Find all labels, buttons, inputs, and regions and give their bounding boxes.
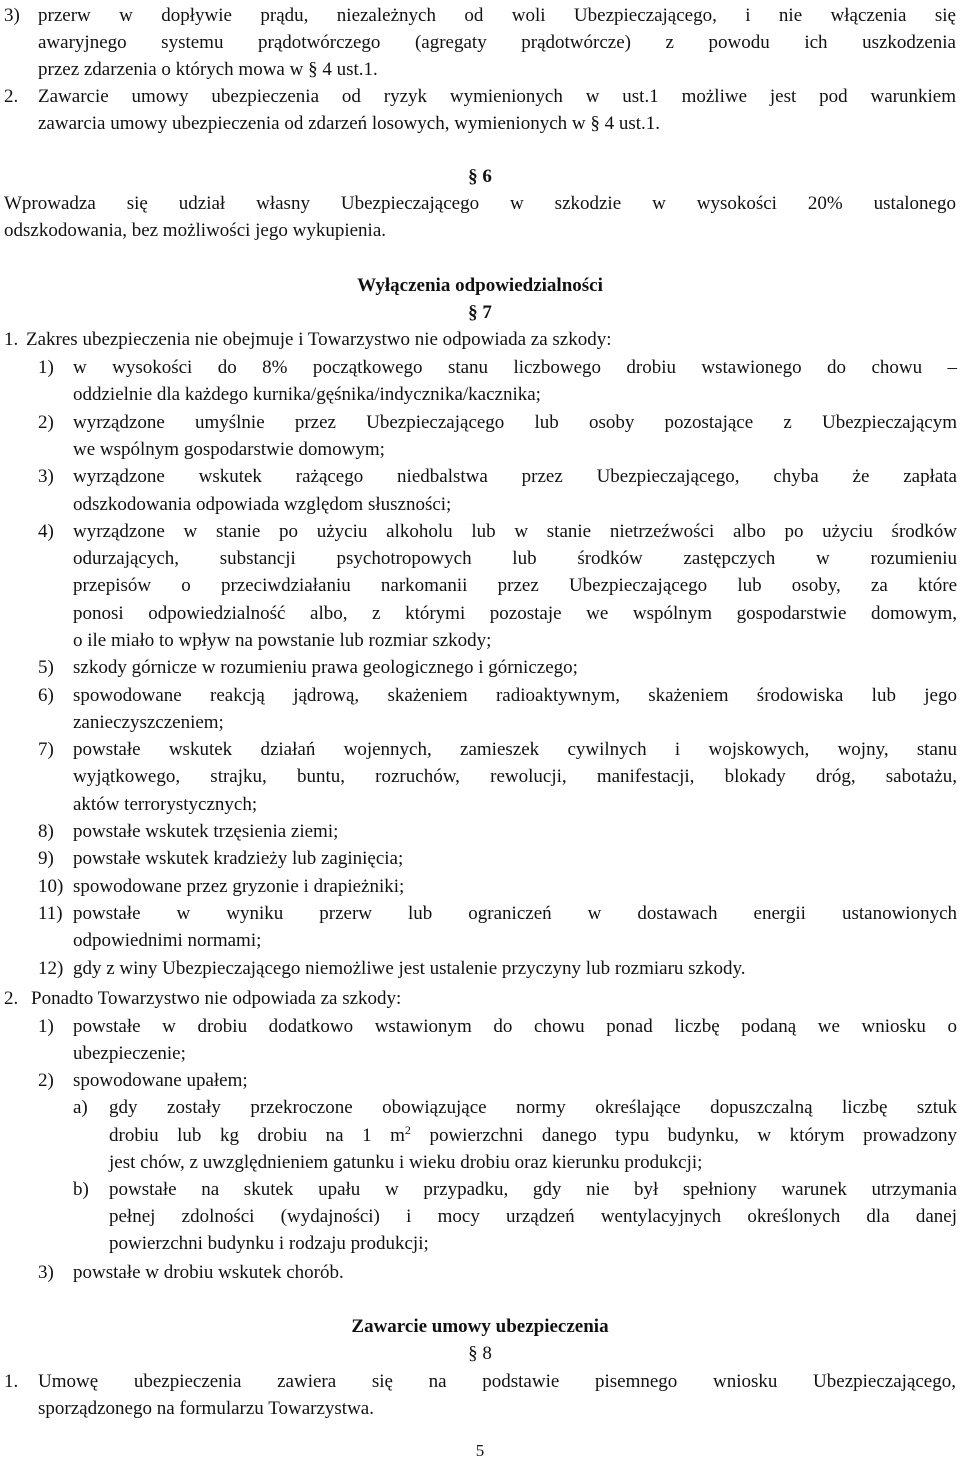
paragraph-line: pełnej zdolności (wydajności) i mocy urządzeń wentylacyjnych określonych dla danej [109, 1206, 957, 1227]
list-number: 3) [38, 1262, 54, 1283]
paragraph-line: powstałe w drobiu dodatkowo wstawionym do chowu ponad liczbę podaną we wniosku o [73, 1016, 957, 1037]
paragraph-line: powstałe w drobiu wskutek chorób. [73, 1262, 344, 1283]
list-item-line: odpowiednimi normami; [73, 930, 262, 951]
list-number: 8) [38, 821, 54, 842]
list-number: 1) [38, 357, 54, 378]
list-item-line: we wspólnym gospodarstwie domowym; [73, 439, 385, 460]
list-item-line: powstałe w wyniku przerw lub ograniczeń w dostawach energii ustanowionych [73, 903, 957, 924]
list-number: 3) [4, 5, 20, 26]
list-number: 2) [38, 1070, 54, 1091]
text-fragment: drobiu lub kg drobiu na 1 m [109, 1125, 405, 1146]
paragraph-line: ubezpieczenie; [73, 1043, 186, 1064]
list-item-line: przepisów o przeciwdziałaniu narkomanii przez Ubezpieczającego lub osoby, za które [73, 575, 957, 596]
paragraph-line: Ponadto Towarzystwo nie odpowiada za szkody: [31, 988, 402, 1009]
paragraph-line: przerw w dopływie prądu, niezależnych od woli Ubezpieczającego, i nie włączenia się [38, 5, 956, 26]
list-item-line: o ile miało to wpływ na powstanie lub rozmiar szkody; [73, 630, 492, 651]
list-item-line: zanieczyszczeniem; [73, 712, 224, 733]
page-number: 5 [475, 1441, 485, 1460]
list-item-line: w wysokości do 8% początkowego stanu liczbowego drobiu wstawionego do chowu – [73, 357, 957, 378]
list-number: 3) [38, 466, 54, 487]
list-item-line: wyrządzone w stanie po użyciu alkoholu lub w stanie nietrzeźwości albo po użyciu środków [73, 521, 957, 542]
list-item-line: powstałe wskutek działań wojennych, zamieszek cywilnych i wojskowych, wojny, stanu [73, 739, 957, 760]
paragraph-line: spowodowane upałem; [73, 1070, 248, 1091]
list-item-line: wyjątkowego, strajku, buntu, rozruchów, rewolucji, manifestacji, blokady dróg, sabotażu, [73, 766, 957, 787]
list-number: 10) [38, 876, 64, 897]
paragraph-line: sporządzonego na formularzu Towarzystwa. [38, 1398, 374, 1419]
list-item-line: aktów terrorystycznych; [73, 794, 258, 815]
list-item-line: wyrządzone umyślnie przez Ubezpieczającego lub osoby pozostające z Ubezpieczającym [73, 412, 957, 433]
section-title: Zawarcie umowy ubezpieczenia [351, 1316, 609, 1337]
paragraph-line: zawarcia umowy ubezpieczenia od zdarzeń losowych, wymienionych w § 4 ust.1. [38, 113, 661, 134]
paragraph-line: powierzchni budynku i rodzaju produkcji; [109, 1233, 429, 1254]
list-number: 1. [4, 329, 19, 350]
paragraph-line [109, 1122, 957, 1149]
list-number: 5) [38, 657, 54, 678]
list-number: 2) [38, 412, 54, 433]
section-heading: § 7 [468, 302, 492, 323]
list-number: 2. [4, 86, 19, 107]
list-item-line: spowodowane reakcją jądrową, skażeniem radioaktywnym, skażeniem środowiska lub jego [73, 685, 957, 706]
list-number: 1. [4, 1371, 19, 1392]
list-item-line: odurzających, substancji psychotropowych lub środków zastępczych w rozumieniu [73, 548, 957, 569]
list-item-line: powstałe wskutek trzęsienia ziemi; [73, 821, 339, 842]
paragraph-line: przez zdarzenia o których mowa w § 4 ust.1. [38, 59, 378, 80]
list-item-line: oddzielnie dla każdego kurnika/gęśnika/indycznika/kacznika; [73, 384, 541, 405]
section-title: Wyłączenia odpowiedzialności [357, 275, 603, 296]
list-item-line: gdy z winy Ubezpieczającego niemożliwe jest ustalenie przyczyny lub rozmiaru szkody. [73, 958, 746, 979]
list-item-line: szkody górnicze w rozumieniu prawa geologicznego i górniczego; [73, 657, 578, 678]
text-fragment: powierzchni danego typu budynku, w którym prowadzony [410, 1125, 957, 1146]
section-heading: § 8 [468, 1343, 492, 1364]
list-item-line: spowodowane przez gryzonie i drapieżniki; [73, 876, 405, 897]
paragraph-line: odszkodowania, bez możliwości jego wykupienia. [4, 220, 387, 241]
paragraph-line: Zawarcie umowy ubezpieczenia od ryzyk wymienionych w ust.1 możliwe jest pod warunkiem [38, 86, 956, 107]
list-number: 12) [38, 958, 64, 979]
list-item-line: powstałe wskutek kradzieży lub zaginięcia; [73, 848, 404, 869]
list-item-line: ponosi odpowiedzialność albo, z którymi pozostaje we wspólnym gospodarstwie domowym, [73, 603, 957, 624]
list-item-line: odszkodowania odpowiada względom słuszności; [73, 494, 452, 515]
superscript: 2 [404, 1123, 411, 1137]
list-number: 7) [38, 739, 54, 760]
section-heading: § 6 [468, 166, 492, 187]
list-number: 1) [38, 1016, 54, 1037]
paragraph-line: awaryjnego systemu prądotwórczego (agregaty prądotwórcze) z powodu ich uszkodzenia [38, 32, 956, 53]
list-number: 9) [38, 848, 54, 869]
list-number: 6) [38, 685, 54, 706]
list-number: 2. [4, 988, 19, 1009]
list-letter: a) [73, 1097, 88, 1118]
list-item-line: wyrządzone wskutek rażącego niedbalstwa przez Ubezpieczającego, chyba że zapłata [73, 466, 957, 487]
paragraph-line: Umowę ubezpieczenia zawiera się na podstawie pisemnego wniosku Ubezpieczającego, [38, 1371, 956, 1392]
paragraph-line: Wprowadza się udział własny Ubezpieczającego w szkodzie w wysokości 20% ustalonego [4, 193, 956, 214]
list-letter: b) [73, 1179, 89, 1200]
paragraph-line: powstałe na skutek upału w przypadku, gdy nie był spełniony warunek utrzymania [109, 1179, 957, 1200]
list-number: 11) [38, 903, 63, 924]
list-number: 4) [38, 521, 54, 542]
paragraph-line: Zakres ubezpieczenia nie obejmuje i Towarzystwo nie odpowiada za szkody: [26, 329, 612, 350]
paragraph-line: jest chów, z uwzględnieniem gatunku i wieku drobiu oraz kierunku produkcji; [109, 1152, 703, 1173]
paragraph-line: gdy zostały przekroczone obowiązujące normy określające dopuszczalną liczbę sztuk [109, 1097, 957, 1118]
